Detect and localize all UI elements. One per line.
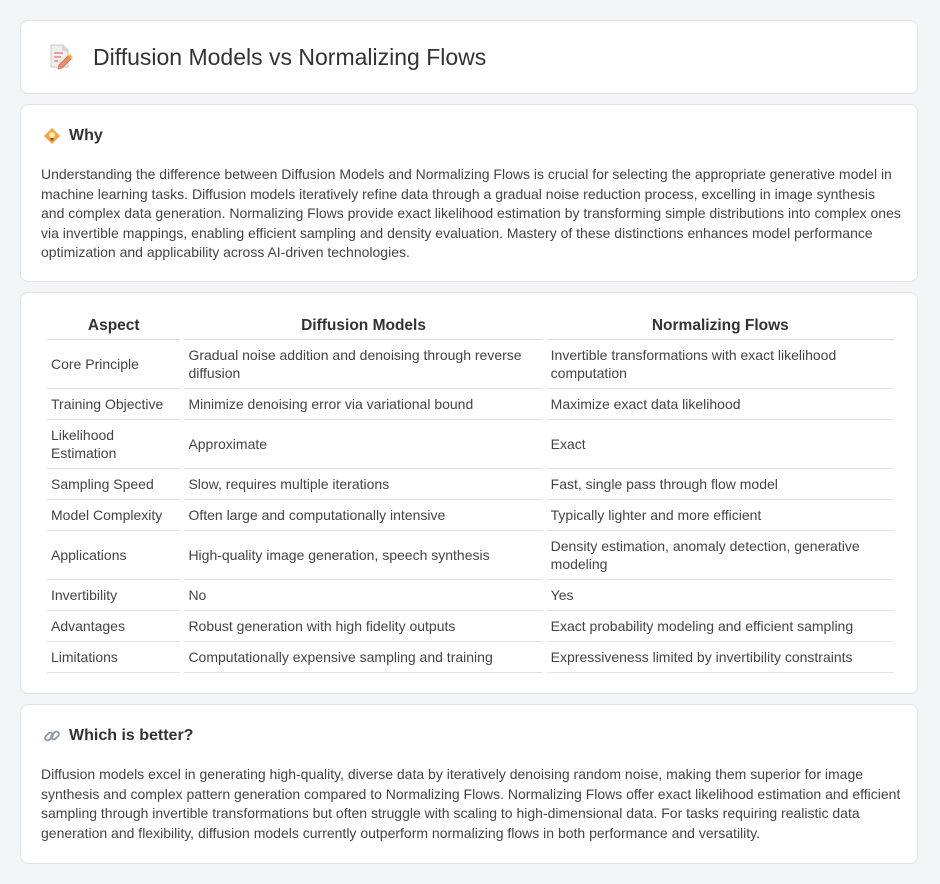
comparison-section xyxy=(20,292,918,694)
table-header-row xyxy=(47,313,894,340)
aspect-cell: Sampling Speed xyxy=(47,469,180,500)
diffusion-cell: Often large and computationally intensive xyxy=(184,500,542,531)
better-heading: Which is better? xyxy=(69,727,194,744)
table-row xyxy=(47,642,894,673)
aspect-cell: Limitations xyxy=(47,642,180,673)
diffusion-cell: High-quality image generation, speech synthesis xyxy=(184,531,542,580)
aspect-cell: Model Complexity xyxy=(47,500,180,531)
aspect-cell: Training Objective xyxy=(47,389,180,420)
why-heading: Why xyxy=(69,127,103,144)
table-row xyxy=(47,611,894,642)
diffusion-cell: Computationally expensive sampling and training xyxy=(184,642,542,673)
which-is-better-section xyxy=(20,704,918,864)
header-diffusion: Diffusion Models xyxy=(184,313,542,340)
better-heading-row xyxy=(43,727,193,745)
page-title: Diffusion Models vs Normalizing Flows xyxy=(93,43,487,70)
flows-cell: Exact xyxy=(547,420,894,469)
table-row xyxy=(47,469,894,500)
aspect-cell: Invertibility xyxy=(47,580,180,611)
flows-cell: Fast, single pass through flow model xyxy=(547,469,894,500)
lightbulb-icon xyxy=(43,127,61,145)
diffusion-cell: Robust generation with high fidelity outputs xyxy=(184,611,542,642)
diffusion-cell: Gradual noise addition and denoising through reverse diffusion xyxy=(184,340,542,389)
aspect-cell: Core Principle xyxy=(47,340,180,389)
why-text: Understanding the difference between Diffusion Models and Normalizing Flows is crucial for selecting the appropriate generative model in machine learning tasks. Diffusion models iteratively refine data through a gradual noise reduction process, excelling in image synthesis and complex data generation. Normalizing Flows provide exact likelihood estimation by transforming simple distributions into complex ones via invertible mappings, enabling efficient sampling and density evaluation. Mastery of these distinctions enhances model performance optimization and applicability across AI-driven technologies. xyxy=(41,166,901,260)
flows-cell: Exact probability modeling and efficient sampling xyxy=(547,611,894,642)
aspect-cell: Likelihood Estimation xyxy=(47,420,180,469)
why-heading-row xyxy=(43,127,103,145)
table-row xyxy=(47,389,894,420)
diffusion-cell: Approximate xyxy=(184,420,542,469)
flows-cell: Expressiveness limited by invertibility constraints xyxy=(547,642,894,673)
document-pencil-icon xyxy=(47,43,73,71)
table-row xyxy=(47,340,894,389)
why-section xyxy=(20,104,918,282)
table-row xyxy=(47,500,894,531)
link-icon xyxy=(43,727,61,745)
title-card xyxy=(20,20,918,94)
diffusion-cell: Slow, requires multiple iterations xyxy=(184,469,542,500)
header-aspect: Aspect xyxy=(47,313,180,340)
flows-cell: Yes xyxy=(547,580,894,611)
title-row xyxy=(47,43,486,71)
aspect-cell: Applications xyxy=(47,531,180,580)
comparison-table xyxy=(43,313,898,673)
flows-cell: Typically lighter and more efficient xyxy=(547,500,894,531)
flows-cell: Density estimation, anomaly detection, generative modeling xyxy=(547,531,894,580)
aspect-cell: Advantages xyxy=(47,611,180,642)
flows-cell: Maximize exact data likelihood xyxy=(547,389,894,420)
table-row xyxy=(47,420,894,469)
better-text: Diffusion models excel in generating high-quality, diverse data by iteratively denoising random noise, making them superior for image synthesis and complex pattern generation compared to Normalizing Flows. Normalizing Flows offer exact likelihood estimation and efficient sampling through invertible transformations but often struggle with scaling to high-dimensional data. For tasks requiring realistic data generation and flexibility, diffusion models currently outperform normalizing flows in both performance and versatility. xyxy=(41,766,901,841)
header-flows: Normalizing Flows xyxy=(547,313,894,340)
table-row xyxy=(47,580,894,611)
table-row xyxy=(47,531,894,580)
diffusion-cell: Minimize denoising error via variational bound xyxy=(184,389,542,420)
diffusion-cell: No xyxy=(184,580,542,611)
flows-cell: Invertible transformations with exact likelihood computation xyxy=(547,340,894,389)
